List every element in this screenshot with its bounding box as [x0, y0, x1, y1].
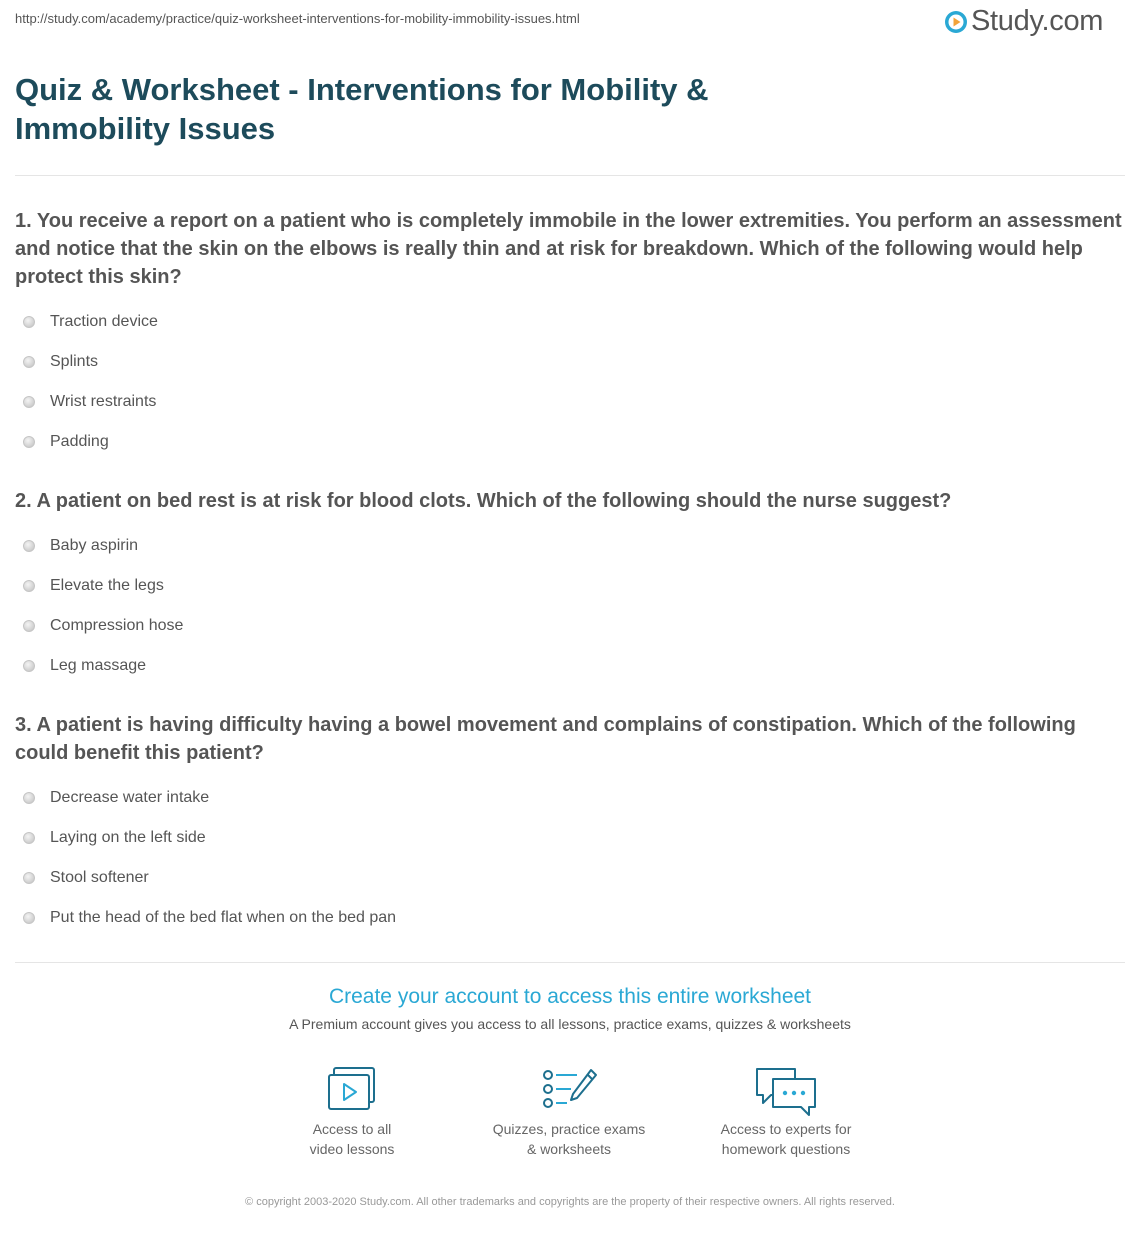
answer-option[interactable]: [15, 778, 1125, 818]
feature-label-line2: video lessons: [309, 1141, 395, 1157]
option-label: Decrease water intake: [50, 789, 210, 806]
radio-button[interactable]: [23, 912, 35, 924]
radio-button[interactable]: [23, 832, 35, 844]
page-url: http://study.com/academy/practice/quiz-worksheet-interventions-for-mobility-immobility-issues.html: [15, 11, 580, 26]
footer-divider: [15, 962, 1125, 963]
option-label: Baby aspirin: [50, 537, 139, 554]
option-label: Traction device: [50, 313, 158, 330]
option-label: Stool softener: [50, 869, 149, 886]
signup-cta-heading[interactable]: Create your account to access this entire worksheet: [328, 985, 812, 1008]
copyright-footer: © copyright 2003-2020 Study.com. All other trademarks and copyrights are the property of their respective owners. All rights reserved.: [245, 1196, 895, 1208]
radio-button[interactable]: [23, 872, 35, 884]
answer-option[interactable]: [15, 422, 1125, 462]
answer-options: [15, 302, 1125, 462]
answer-option[interactable]: [15, 302, 1125, 342]
question-text: 2. A patient on bed rest is at risk for blood clots. Which of the following should the nurse suggest?: [15, 490, 952, 512]
answer-option[interactable]: [15, 606, 1125, 646]
header-divider: [15, 175, 1125, 176]
answer-option[interactable]: [15, 382, 1125, 422]
question-1: [15, 207, 1125, 462]
option-label: Put the head of the bed flat when on the bed pan: [50, 909, 397, 926]
radio-button[interactable]: [23, 316, 35, 328]
feature-label-line1: Access to experts for: [720, 1121, 852, 1137]
option-label: Laying on the left side: [50, 829, 206, 846]
option-label: Splints: [50, 353, 99, 370]
feature-label-line1: Access to all: [312, 1121, 392, 1137]
feature-experts: [686, 1065, 886, 1159]
answer-option[interactable]: [15, 526, 1125, 566]
answer-option[interactable]: [15, 342, 1125, 382]
study-logo[interactable]: [944, 5, 1103, 38]
answer-option[interactable]: [15, 818, 1125, 858]
answer-option[interactable]: [15, 898, 1125, 938]
page-title: Quiz & Worksheet - Interventions for Mobility & Immobility Issues: [15, 72, 709, 146]
feature-video-lessons: [252, 1065, 452, 1159]
quiz-checklist-icon: [539, 1065, 599, 1113]
video-lesson-icon: [326, 1065, 378, 1113]
answer-option[interactable]: [15, 566, 1125, 606]
answer-options: [15, 526, 1125, 686]
radio-button[interactable]: [23, 792, 35, 804]
option-label: Elevate the legs: [50, 577, 164, 594]
option-label: Wrist restraints: [50, 393, 157, 410]
question-text: 3. A patient is having difficulty having a bowel movement and complains of constipation. Which of the following could benefit this patient?: [15, 714, 1076, 764]
signup-cta-subheading: A Premium account gives you access to all lessons, practice exams, quizzes & worksheets: [289, 1016, 851, 1032]
radio-button[interactable]: [23, 436, 35, 448]
radio-button[interactable]: [23, 580, 35, 592]
radio-button[interactable]: [23, 660, 35, 672]
radio-button[interactable]: [23, 620, 35, 632]
feature-label-line2: & worksheets: [526, 1141, 612, 1157]
question-3: [15, 711, 1125, 938]
option-label: Leg massage: [50, 657, 147, 674]
question-text: 1. You receive a report on a patient who is completely immobile in the lower extremities. You perform an assessment and notice that the skin on the elbows is really thin and at risk for breakdown. Which of the following would help protect this skin?: [15, 210, 1122, 288]
answer-options: [15, 778, 1125, 938]
question-2: [15, 487, 1125, 686]
play-icon: [944, 10, 968, 34]
option-label: Padding: [50, 433, 109, 450]
answer-option[interactable]: [15, 646, 1125, 686]
radio-button[interactable]: [23, 356, 35, 368]
radio-button[interactable]: [23, 396, 35, 408]
feature-label-line2: homework questions: [721, 1141, 851, 1157]
radio-button[interactable]: [23, 540, 35, 552]
chat-bubbles-icon: [753, 1065, 819, 1119]
feature-quizzes: [469, 1065, 669, 1159]
feature-label-line1: Quizzes, practice exams: [492, 1121, 646, 1137]
logo-text: Study.com: [971, 5, 1104, 37]
option-label: Compression hose: [50, 617, 184, 634]
answer-option[interactable]: [15, 858, 1125, 898]
